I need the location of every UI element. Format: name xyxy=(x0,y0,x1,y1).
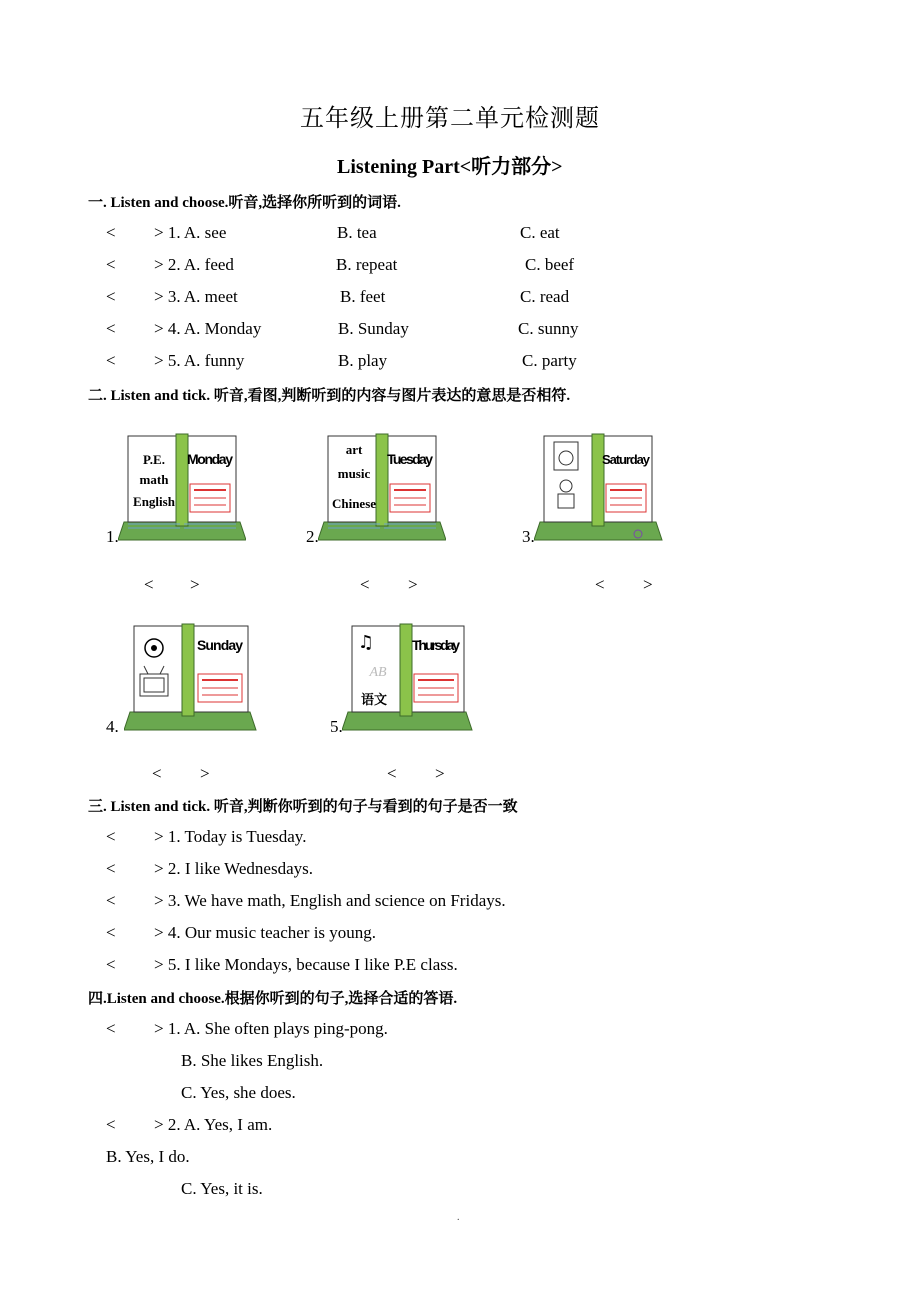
s1-item-5-b: B. play xyxy=(338,351,388,370)
pic-3-number: 3. xyxy=(522,527,535,546)
s1-item-3-b: B. feet xyxy=(340,287,386,306)
pic-1-bracket-close: > xyxy=(190,575,200,594)
calendar-picture-2 xyxy=(318,430,446,544)
pic-1-left-line-2: math xyxy=(139,472,169,487)
pic-1-left-line-3: English xyxy=(133,494,175,509)
s1-item-2-a: > 2. A. feed xyxy=(154,255,234,274)
s1-item-1-b: B. tea xyxy=(337,223,377,242)
s3-item-1: > 1. Today is Tuesday. xyxy=(154,827,307,846)
pic-5-day: Thursday xyxy=(412,637,460,653)
section3-heading: 三. Listen and tick. 听音,判断你听到的句子与看到的句子是否一致 xyxy=(88,799,518,815)
calendar-picture-1 xyxy=(118,430,246,544)
pic-1-bracket-open: < xyxy=(144,575,154,594)
s4-q2-bracket: < xyxy=(106,1115,116,1134)
s1-item-4-b: B. Sunday xyxy=(338,319,409,338)
s1-item-2-b: B. repeat xyxy=(336,255,398,274)
s3-item-5: > 5. I like Mondays, because I like P.E class. xyxy=(154,955,458,974)
s3-bracket-1: < xyxy=(106,827,116,846)
pic-5-bracket-close: > xyxy=(435,764,445,783)
s1-item-5-c: C. party xyxy=(522,351,577,370)
calendar-picture-3 xyxy=(534,430,664,544)
calendar-picture-4 xyxy=(124,620,258,734)
pic-2-left-line-1: art xyxy=(345,442,363,457)
washing-machine-icon xyxy=(554,442,578,470)
s1-bracket-3: < xyxy=(106,287,116,306)
s1-item-4-a: > 4. A. Monday xyxy=(154,319,262,338)
pic-4-day: Sunday xyxy=(197,637,243,653)
music-note-icon: ♫ xyxy=(357,632,375,653)
s3-bracket-3: < xyxy=(106,891,116,910)
pic-2-bracket-open: < xyxy=(360,575,370,594)
s4-q2-option-a: > 2. A. Yes, I am. xyxy=(154,1115,273,1134)
s1-item-2-c: C. beef xyxy=(525,255,575,274)
s4-q1-option-b: B. She likes English. xyxy=(181,1051,324,1070)
s3-item-4: > 4. Our music teacher is young. xyxy=(154,923,377,942)
s1-item-1-c: C. eat xyxy=(520,223,560,242)
pic-2-number: 2. xyxy=(306,527,319,546)
s1-item-3-a: > 3. A. meet xyxy=(154,287,238,306)
soccer-ball-icon xyxy=(145,639,163,657)
s1-bracket-4: < xyxy=(106,319,116,338)
s1-item-5-a: > 5. A. funny xyxy=(154,351,245,370)
pic-2-left-line-3: Chinese xyxy=(331,496,377,511)
pic-3-day: Saturday xyxy=(602,452,650,467)
page-subtitle: Listening Part<听力部分> xyxy=(337,156,563,178)
pic-1-number: 1. xyxy=(106,527,119,546)
pic-1-left-line-1: P.E. xyxy=(143,452,165,467)
s1-item-1-a: > 1. A. see xyxy=(154,223,227,242)
s3-bracket-4: < xyxy=(106,923,116,942)
s1-item-4-c: C. sunny xyxy=(518,319,579,338)
page-title: 五年级上册第二单元检测题 xyxy=(300,104,600,132)
s1-bracket-5: < xyxy=(106,351,116,370)
s3-bracket-2: < xyxy=(106,859,116,878)
calendar-picture-5 xyxy=(342,620,474,734)
s4-q1-option-a: > 1. A. She often plays ping-pong. xyxy=(154,1019,388,1038)
s4-q1-bracket: < xyxy=(106,1019,116,1038)
s4-q2-option-c: C. Yes, it is. xyxy=(181,1179,263,1198)
ab-letters-icon: AB xyxy=(369,665,387,680)
s1-item-3-c: C. read xyxy=(520,287,570,306)
pic-4-bracket-close: > xyxy=(200,764,210,783)
pic-5-bracket-open: < xyxy=(387,764,397,783)
pic-5-number: 5. xyxy=(330,717,343,736)
section2-heading: 二. Listen and tick. 听音,看图,判断听到的内容与图片表达的意思是否相符. xyxy=(88,388,571,404)
s4-q1-option-c: C. Yes, she does. xyxy=(181,1083,296,1102)
pic-2-left-line-2: music xyxy=(337,466,371,481)
s1-bracket-2: < xyxy=(106,255,116,274)
pic-2-bracket-close: > xyxy=(408,575,418,594)
pic-1-day: Monday xyxy=(187,451,233,467)
section4-heading: 四.Listen and choose.根据你听到的句子,选择合适的答语. xyxy=(88,991,458,1007)
footer-mark: . xyxy=(457,1212,460,1223)
pic-2-day: Tuesday xyxy=(387,451,433,467)
s1-bracket-1: < xyxy=(106,223,116,242)
s3-bracket-5: < xyxy=(106,955,116,974)
pic-4-bracket-open: < xyxy=(152,764,162,783)
pic-3-bracket-close: > xyxy=(643,575,653,594)
section1-heading: 一. Listen and choose.听音,选择你所听到的词语. xyxy=(88,195,401,211)
pic-5-left-line-1: 语文 xyxy=(360,693,388,708)
s3-item-2: > 2. I like Wednesdays. xyxy=(154,859,313,878)
pic-4-number: 4. xyxy=(106,717,119,736)
pic-3-bracket-open: < xyxy=(595,575,605,594)
s3-item-3: > 3. We have math, English and science on Fridays. xyxy=(154,891,506,910)
s4-q2-option-b: B. Yes, I do. xyxy=(106,1147,190,1166)
